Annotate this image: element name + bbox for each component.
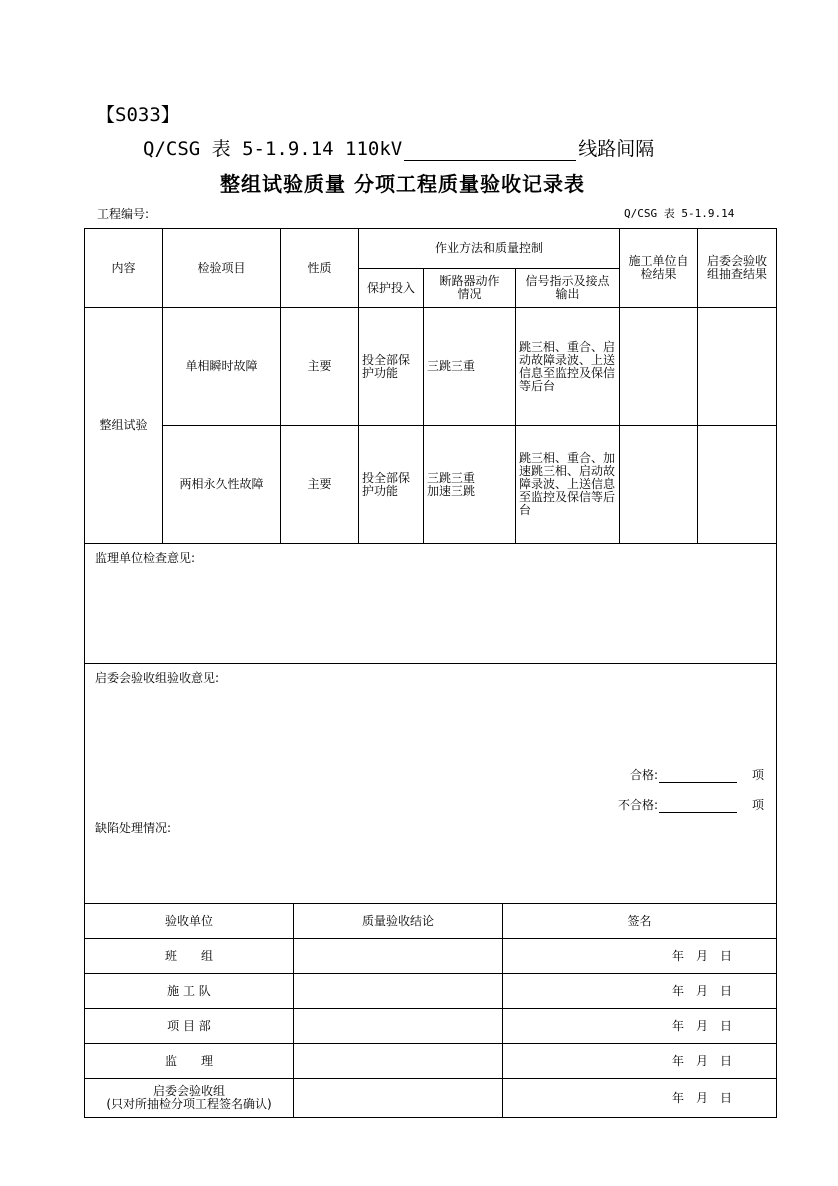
header-nature: 性质 (281, 229, 359, 308)
pass-count-field[interactable] (659, 782, 737, 783)
table-row (85, 308, 777, 426)
title (143, 134, 654, 161)
fail-count-field[interactable] (659, 812, 737, 813)
line-name-field[interactable] (404, 140, 576, 161)
sign-row (85, 1079, 777, 1118)
inspection-table (84, 228, 777, 904)
header-protect: 保护投入 (359, 269, 424, 308)
pass-label: 合格: (629, 768, 659, 782)
group-label: 整组试验 (85, 308, 163, 544)
project-no-label: 工程编号: (97, 207, 150, 221)
title-suffix: 线路间隔 (578, 138, 655, 160)
defect-label: 缺陷处理情况: (95, 821, 172, 835)
pass-unit: 项 (752, 768, 765, 782)
nature: 主要 (281, 308, 359, 426)
date-cell[interactable]: 年 月 日 (503, 1079, 777, 1118)
conclusion-cell[interactable] (294, 1079, 503, 1118)
date-cell[interactable]: 年 月 日 (503, 974, 777, 1009)
sign-row (85, 1009, 777, 1044)
header-signal: 信号指示及接点输出 (516, 269, 620, 308)
sign-row (85, 939, 777, 974)
conclusion-cell[interactable] (294, 974, 503, 1009)
unit-name: 班 组 (85, 939, 294, 974)
sign-header-signature: 签名 (503, 904, 777, 939)
sign-row (85, 974, 777, 1009)
form-code: 【S033】 (96, 104, 180, 126)
sign-header-unit: 验收单位 (85, 904, 294, 939)
committee-cell[interactable] (698, 308, 777, 426)
header-breaker: 断路器动作情况 (424, 269, 516, 308)
date-cell[interactable]: 年 月 日 (503, 1044, 777, 1079)
header-item: 检验项目 (163, 229, 281, 308)
committee-opinion-area[interactable] (85, 664, 777, 904)
date-cell[interactable]: 年 月 日 (503, 939, 777, 974)
sign-row (85, 1044, 777, 1079)
unit-name: 启委会验收组 (只对所抽检分项工程签名确认) (85, 1079, 294, 1118)
form-ref: Q/CSG 表 5-1.9.14 (624, 207, 735, 220)
protect: 投全部保护功能 (359, 426, 424, 544)
sign-header-conclusion: 质量验收结论 (294, 904, 503, 939)
item: 两相永久性故障 (163, 426, 281, 544)
conclusion-cell[interactable] (294, 1044, 503, 1079)
signal: 跳三相、重合、加速跳三相、启动故障录波、上送信息至监控及保信等后台 (516, 426, 620, 544)
conclusion-cell[interactable] (294, 1009, 503, 1044)
unit-name: 施 工 队 (85, 974, 294, 1009)
title-prefix: Q/CSG 表 5-1.9.14 110kV (143, 138, 403, 160)
header-committee: 启委会验收组抽查结果 (698, 229, 777, 308)
breaker: 三跳三重 (424, 308, 516, 426)
protect: 投全部保护功能 (359, 308, 424, 426)
fail-label: 不合格: (617, 798, 659, 812)
date-cell[interactable]: 年 月 日 (503, 1009, 777, 1044)
signal: 跳三相、重合、启动故障录波、上送信息至监控及保信等后台 (516, 308, 620, 426)
unit-name: 项 目 部 (85, 1009, 294, 1044)
sign-table (84, 903, 777, 1118)
committee-opinion-label: 启委会验收组验收意见: (95, 671, 220, 685)
header-content: 内容 (85, 229, 163, 308)
nature: 主要 (281, 426, 359, 544)
header-self-check: 施工单位自检结果 (620, 229, 698, 308)
item: 单相瞬时故障 (163, 308, 281, 426)
subtitle: 整组试验质量 分项工程质量验收记录表 (220, 172, 585, 196)
conclusion-cell[interactable] (294, 939, 503, 974)
table-row (85, 426, 777, 544)
supervisor-opinion[interactable]: 监理单位检查意见: (85, 544, 777, 664)
self-check-cell[interactable] (620, 426, 698, 544)
self-check-cell[interactable] (620, 308, 698, 426)
fail-unit: 项 (752, 798, 765, 812)
committee-cell[interactable] (698, 426, 777, 544)
unit-name: 监 理 (85, 1044, 294, 1079)
breaker: 三跳三重 加速三跳 (424, 426, 516, 544)
header-method: 作业方法和质量控制 (359, 229, 620, 269)
